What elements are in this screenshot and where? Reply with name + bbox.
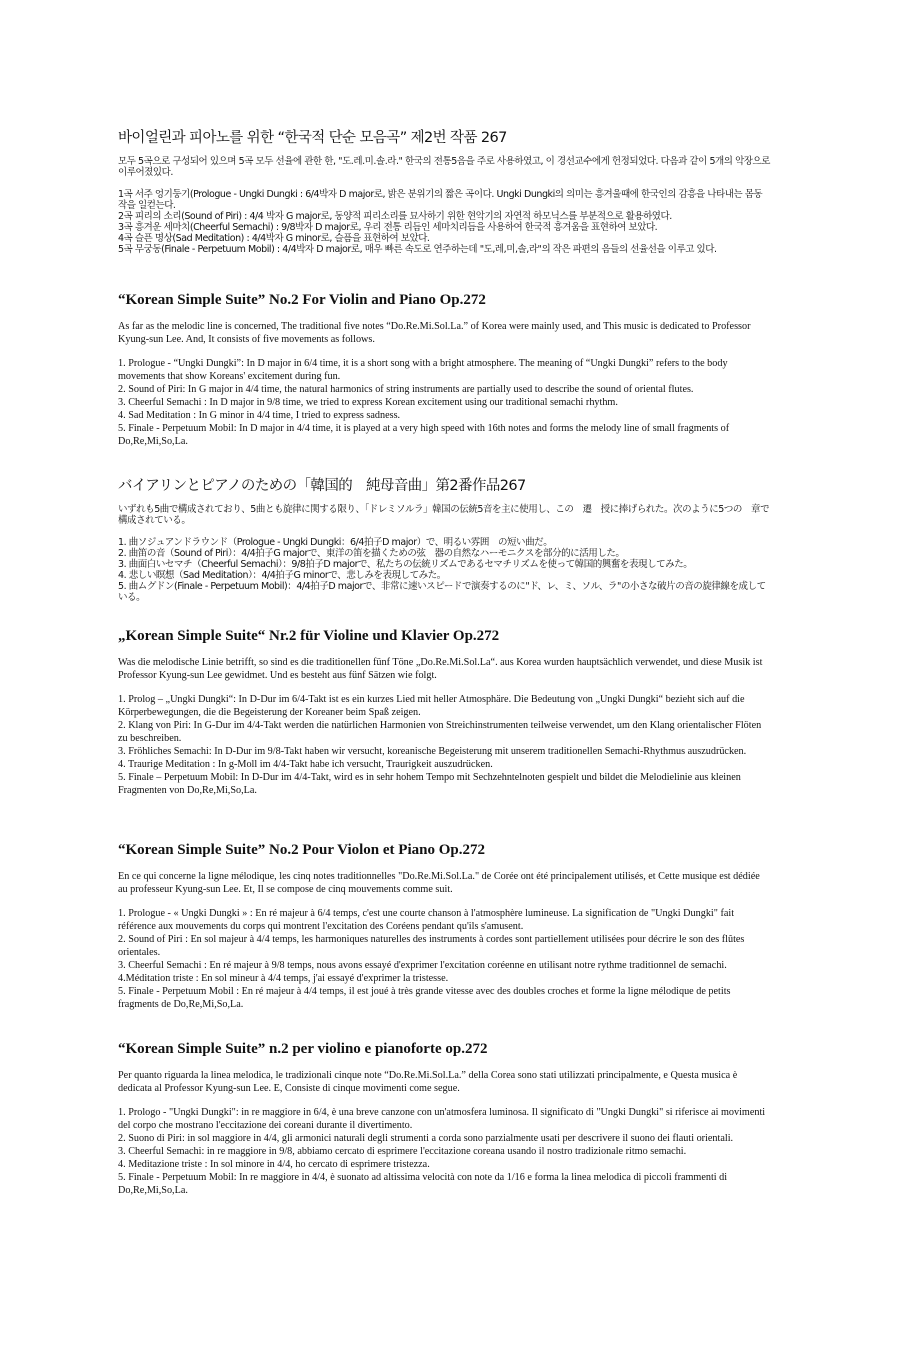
japanese-section <box>118 474 770 603</box>
italian-movement-2: 2. Suono di Piri: in sol maggiore in 4/4, gli armonici naturali degli strumenti a corda sono parzialmente usati per descrivere il suono dei flauti orientali. <box>118 1133 734 1144</box>
italian-title: “Korean Simple Suite” n.2 per violino e pianoforte op.272 <box>118 1041 488 1057</box>
german-movement-2: 2. Klang von Piri: In G-Dur im 4/4-Takt werden die natürlichen Harmonien von Streichinstrumenten teilweise verwendet, um den Klang orientalischer Flöten zu beschreiben. <box>118 720 762 744</box>
italian-movement-3: 3. Cheerful Semachi: in re maggiore in 9/8, abbiamo cercato di esprimere l'eccitazione coreana usando il nostro tradizionale ritmo semachi. <box>118 1146 687 1157</box>
german-title: „Korean Simple Suite“ Nr.2 für Violine und Klavier Op.272 <box>118 628 500 644</box>
french-movement-5: 5. Finale - Perpetuum Mobil : En ré majeur à 4/4 temps, il est joué à très grande vitesse avec des doubles croches et forme la ligne mélodique de petits fragments de Do,Re,Mi,So,La. <box>118 986 731 1010</box>
japanese-intro: いずれも5曲で構成されており、5曲とも旋律に関する限り、「ドレミソルラ」韓国の伝統5音を主に使用し、この 遷 授に捧げられた。次のように5つの 章で構成されている。 <box>118 504 770 526</box>
italian-intro: Per quanto riguarda la linea melodica, le tradizionali cinque note “Do.Re.Mi.Sol.La.” della Corea sono stati utilizzati principalmente, e Questa musica è dedicata al Professor Kyung-sun Lee. E, Consiste di cinque movimenti come segue. <box>118 1070 738 1094</box>
korean-intro: 모두 5곡으로 구성되어 있으며 5곡 모두 선율에 관한 한, "도.레.미.솔.라." 한국의 전통5음을 주로 사용하였고, 이 경선교수에게 헌정되었다. 다음과 같이 5개의 악장으로 이루어졌있다. <box>118 156 770 178</box>
japanese-movement-2: 2. 曲笛の音（Sound of Piri）：4/4拍子G majorで、東洋の笛を描くための弦 器の自然なハーモニクスを部分的に活用した。 <box>118 548 625 559</box>
japanese-movement-4: 4. 悲しい瞑想（Sad Meditation）：4/4拍子G minorで、悲しみを表現してみた。 <box>118 570 446 581</box>
french-intro: En ce qui concerne la ligne mélodique, les cinq notes traditionnelles "Do.Re.Mi.Sol.La." de Corée ont été principalement utilisés, et Cette musique est dédiée au professeur Kyung-sun Lee. Et, Il se compose de cinq mouvements comme suit. <box>118 871 760 895</box>
japanese-movement-1: 1. 曲ソジュアンドラウンド（Prologue - Ungki Dungki：6/4拍子D major）で、明るい雰囲 の短い曲だ。 <box>118 537 553 548</box>
italian-movement-1: 1. Prologo - "Ungki Dungki": in re maggiore in 6/4, è una breve canzone con un'atmosfera luminosa. Il significato di "Ungki Dungki" si riferisce ai movimenti del corpo che mostrano l'eccitazione dei coreani durante il divertimento. <box>118 1107 766 1131</box>
english-title: “Korean Simple Suite” No.2 For Violin and Piano Op.272 <box>118 292 486 308</box>
english-movement-2: 2. Sound of Piri: In G major in 4/4 time, the natural harmonics of string instruments are partially used to describe the sound of oriental flutes. <box>118 384 694 395</box>
english-section <box>118 292 770 448</box>
korean-movement-2: 2곡 피리의 소리(Sound of Piri) : 4/4 박자 G major로, 동양적 피리소리를 묘사하기 위한 현악기의 자연적 하모닉스를 부분적으로 활용하였다. <box>118 211 672 222</box>
korean-movement-1: 1곡 서주 엉기둥기(Prologue - Ungki Dungki : 6/4박자 D major로, 밝은 분위기의 짧은 곡이다. Ungki Dungki의 의미는 흥겨울때에 한국인의 감흥을 나타내는 몸동작을 일컫는다. <box>118 189 763 211</box>
korean-movement-4: 4곡 슬픈 명상(Sad Meditation) : 4/4박자 G minor로, 슬픔을 표현하여 보았다. <box>118 233 430 244</box>
french-movement-2: 2. Sound of Piri : En sol majeur à 4/4 temps, les harmoniques naturelles des instruments à cordes sont partiellement utilisées pour décrire le son des flûtes orientales. <box>118 934 745 958</box>
korean-movement-5: 5곡 무궁동(Finale - Perpetuum Mobil) : 4/4박자 D major로, 매우 빠른 속도로 연주하는데 "도,레,미,솔,라"의 작은 파편의 음들의 선율선을 이루고 있다. <box>118 244 717 255</box>
italian-section <box>118 1041 770 1197</box>
german-movement-3: 3. Fröhliches Semachi: In D-Dur im 9/8-Takt haben wir versucht, koreanische Begeisterung mit unserem traditionellen Semachi-Rhythmus auszudrücken. <box>118 746 747 757</box>
english-movement-4: 4. Sad Meditation : In G minor in 4/4 time, I tried to express sadness. <box>118 410 401 421</box>
english-movement-1: 1. Prologue - “Ungki Dungki”: In D major in 6/4 time, it is a short song with a bright atmosphere. The meaning of “Ungki Dungki” refers to the body movements that show Koreans' excitement during fun. <box>118 358 728 382</box>
french-movement-1: 1. Prologue - « Ungki Dungki » : En ré majeur à 6/4 temps, c'est une courte chanson à l'atmosphère lumineuse. La signification de "Ungki Dungki" fait référence aux mouvements du corps qui montrent l'excitation des Coréens pendant qu'ils s'amusent. <box>118 908 735 932</box>
japanese-movement-3: 3. 曲面白いセマチ（Cheerful Semachi）：9/8拍子D majorで、私たちの伝統リズムであるセマチリズムを使って韓国的興奮を表現してみた。 <box>118 559 693 570</box>
korean-movement-3: 3곡 흥겨운 세마치(Cheerful Semachi) : 9/8박자 D major로, 우리 전통 리듬인 세마치리듬을 사용하여 한국적 흥겨움을 표현하여 보았다. <box>118 222 658 233</box>
japanese-movement-5: 5. 曲ムグドン(Finale - Perpetuum Mobil)：4/4拍子D majorで、非常に速いスピードで演奏するのに"ド、レ、ミ、ソル、ラ"の小さな破片の音の旋律線を成している。 <box>118 581 766 603</box>
english-movement-5: 5. Finale - Perpetuum Mobil: In D major in 4/4 time, it is played at a very high speed with 16th notes and forms the melody line of small fragments of Do,Re,Mi,So,La. <box>118 423 730 447</box>
french-movement-3: 3. Cheerful Semachi : En ré majeur à 9/8 temps, nous avons essayé d'exprimer l'excitation coréenne en utilisant notre rythme traditionnel de semachi. <box>118 960 727 971</box>
english-movement-3: 3. Cheerful Semachi : In D major in 9/8 time, we tried to express Korean excitement using our traditional semachi rhythm. <box>118 397 618 408</box>
english-intro: As far as the melodic line is concerned, The traditional five notes “Do.Re.Mi.Sol.La.” of Korea were mainly used, and This music is dedicated to Professor Kyung-sun Lee. And, It consists of five movements as follows. <box>118 321 751 345</box>
german-movement-1: 1. Prolog – „Ungki Dungki“: In D-Dur im 6/4-Takt ist es ein kurzes Lied mit heller Atmosphäre. Die Bedeutung von „Ungki Dungki“ bezieht sich auf die Körperbewegungen, die die Begeisterung der Koreaner beim Spaß zeigen. <box>118 694 745 718</box>
italian-movement-4: 4. Meditazione triste : In sol minore in 4/4, ho cercato di esprimere tristezza. <box>118 1159 430 1170</box>
french-section <box>118 842 770 1011</box>
french-title: “Korean Simple Suite” No.2 Pour Violon et Piano Op.272 <box>118 842 485 858</box>
korean-title: 바이얼린과 피아노를 위한 “한국적 단순 모음곡” 제2번 작품 267 <box>118 130 507 146</box>
korean-section <box>118 126 770 255</box>
japanese-title: バイアリンとピアノのための「韓国的 純母音曲」第2番作品267 <box>118 478 526 494</box>
french-movement-4: 4.Méditation triste : En sol mineur à 4/4 temps, j'ai essayé d'exprimer la tristesse. <box>118 973 449 984</box>
german-section <box>118 628 770 797</box>
german-movement-5: 5. Finale – Perpetuum Mobil: In D-Dur im 4/4-Takt, wird es in sehr hohem Tempo mit Sechzehntelnoten gespielt und bildet die Melodielinie aus kleinen Fragmenten von Do,Re,Mi,So,La. <box>118 772 741 796</box>
german-movement-4: 4. Traurige Meditation : In g-Moll im 4/4-Takt habe ich versucht, Traurigkeit auszudrücken. <box>118 759 493 770</box>
italian-movement-5: 5. Finale - Perpetuum Mobil: In re maggiore in 4/4, è suonato ad altissima velocità con note da 1/16 e forma la linea melodica di piccoli frammenti di Do,Re,Mi,So,La. <box>118 1172 728 1196</box>
german-intro: Was die melodische Linie betrifft, so sind es die traditionellen fünf Töne „Do.Re.Mi.Sol.La“. aus Korea wurden hauptsächlich verwendet, und diese Musik ist Professor Kyung-sun Lee gewidmet. Und es besteht aus fünf Sätzen wie folgt. <box>118 657 763 681</box>
